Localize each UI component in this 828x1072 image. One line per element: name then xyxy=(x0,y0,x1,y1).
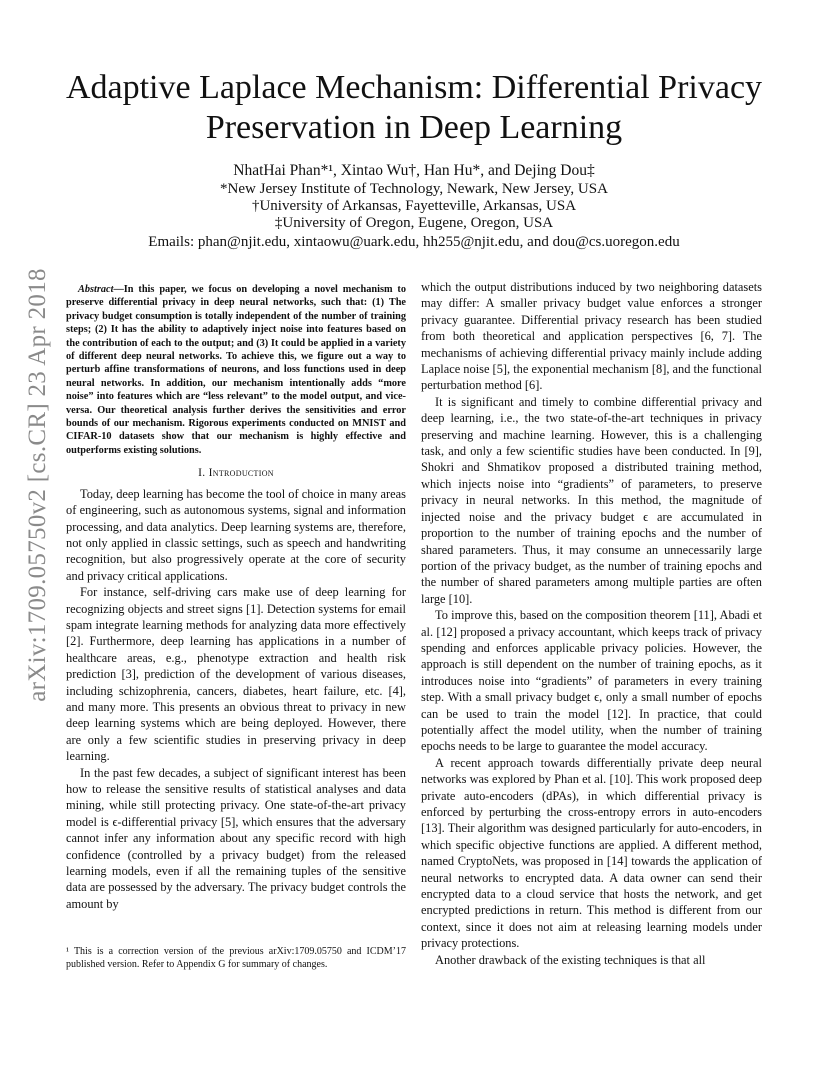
section-title: Introduction xyxy=(208,467,274,480)
author-names: NhatHai Phan*¹, Xintao Wu†, Han Hu*, and Dejing Dou‡ xyxy=(233,162,595,179)
abstract xyxy=(66,283,406,457)
affiliation-1: *New Jersey Institute of Technology, Newark, New Jersey, USA xyxy=(220,181,608,197)
footnote: ¹ This is a correction version of the previous arXiv:1709.05750 and ICDM’17 published version. Refer to Appendix G for summary of changes. xyxy=(66,946,406,970)
title-line-1: Adaptive Laplace Mechanism: Differential Privacy xyxy=(65,69,763,106)
left-column xyxy=(66,283,406,912)
right-paragraph-2: It is significant and timely to combine differential privacy and deep learning, i.e., the two state-of-the-art techniques in privacy preserving and machine learning. However, this is a challenging task, and only a few scientific studies have been conducted. In [9], Shokri and Shmatikov proposed a distributed training method, which injects noise into “gradients” of parameters, to preserve privacy in neural networks. In this method, the magnitude of injected noise and the privacy budget ϵ are accumulated in proportion to the number of training epochs and the number of shared parameters. Thus, it may consume an unnecessarily large portion of the privacy budget, as the number of training epochs and the number of shared parameters among multiple parties are often large [10]. xyxy=(421,394,762,606)
title-line-2: Preservation in Deep Learning xyxy=(205,109,623,146)
right-paragraph-4: A recent approach towards differentially private deep neural networks was explored by Phan et al. [10]. This work proposed deep private auto-encoders (dPAs), in which differential privacy is enforced by perturbing the cross-entropy errors in auto-encoders [13]. Their algorithm was designed particularly for auto-encoders, in which specific objective functions are applied. A different method, named CryptoNets, was proposed in [14] towards the application of neural networks to encrypted data. A data owner can send their encrypted data to a cloud service that hosts the network, and get encrypted predictions in return. This method is different from our context, since it does not aim at releasing learning models under privacy protections. xyxy=(421,755,762,951)
affiliation-2: †University of Arkansas, Fayetteville, Arkansas, USA xyxy=(251,198,577,214)
arxiv-stamp xyxy=(18,268,58,702)
affiliation-3: ‡University of Oregon, Eugene, Oregon, USA xyxy=(274,215,554,231)
abstract-text: —In this paper, we focus on developing a novel mechanism to preserve differential privacy in deep neural networks, such that: (1) The privacy budget consumption is totally independent of the number of training steps; (2) It has the ability to adaptively inject noise into features based on the contribution of each to the output; and (3) It could be applied in a variety of different deep neural networks. To achieve this, we figure out a way to perturb affine transformations of neurons, and loss functions used in deep neural networks. In addition, our mechanism intentionally adds “more noise” into features which are “less relevant” to the model output, and vice-versa. Our theoretical analysis further derives the sensitivities and error bounds of our mechanism. Rigorous experiments conducted on MNIST and CIFAR-10 datasets show that our mechanism is highly effective and outperforms existing solutions. xyxy=(66,284,406,456)
intro-paragraph-1: Today, deep learning has become the tool of choice in many areas of engineering, such as autonomous systems, signal and information processing, and data analytics. Deep learning systems are, therefore, not only applied in classic settings, such as speech and handwriting recognition, but also progressively operate at the core of security and privacy critical applications. xyxy=(66,486,406,583)
right-paragraph-5: Another drawback of the existing techniques is that all xyxy=(435,952,706,967)
section-number: I. xyxy=(198,467,206,480)
right-column xyxy=(421,279,762,968)
intro-paragraph-3: In the past few decades, a subject of significant interest has been how to release the sensitive results of statistical analyses and data mining, while still protecting privacy. One state-of-the-art privacy model is ϵ-differential privacy [5], which ensures that the adversary cannot infer any information about any specific record with high confidence (controlled by a privacy budget) from the released learning models, even if all the remaining tuples of the sensitive data are possessed by the adversary. The privacy budget controls the amount by xyxy=(66,765,406,911)
section-heading xyxy=(66,465,406,481)
right-paragraph-3: To improve this, based on the composition theorem [11], Abadi et al. [12] proposed a privacy accountant, which keeps track of privacy spending and enforces applicable privacy policies. However, the approach is still dependent on the number of training epochs, as it introduces noise into “gradients” of parameters in every training step. With a small privacy budget ϵ, only a small number of epochs can be used to train the model [12]. In practice, that could potentially affect the model utility, when the number of training epochs needs to be large to guarantee the model accuracy. xyxy=(421,608,762,754)
author-block xyxy=(60,162,768,251)
arxiv-stamp-text: arXiv:1709.05750v2 [cs.CR] 23 Apr 2018 xyxy=(24,268,51,702)
right-paragraph-1: which the output distributions induced by two neighboring datasets may differ: A smaller privacy budget value enforces a stronger privacy guarantee. Differential privacy research has been studied from both theoretical and application perspectives [6, 7]. The mechanisms of achieving differential privacy mainly include adding Laplace noise [5], the exponential mechanism [8], and the functional perturbation method [6]. xyxy=(421,280,762,393)
intro-paragraph-2: For instance, self-driving cars make use of deep learning for recognizing objects and street signs [1]. Detection systems for email spam integrate learning methods for analyzing data more effectively [2]. Furthermore, deep learning has applications in a number of healthcare areas, e.g., phenotype extraction and health risk prediction [3], prediction of the development of various diseases, including schizophrenia, cancers, diabetes, heart failure, etc. [4], and many more. This presents an obvious threat to privacy in new deep learning systems which are being deployed. However, there are only a few scientific studies in preserving privacy in deep learning. xyxy=(66,585,406,764)
author-emails: Emails: phan@njit.edu, xintaowu@uark.edu, hh255@njit.edu, and dou@cs.uoregon.edu xyxy=(148,234,680,250)
paper-title xyxy=(60,68,768,148)
abstract-label: Abstract xyxy=(78,284,114,295)
